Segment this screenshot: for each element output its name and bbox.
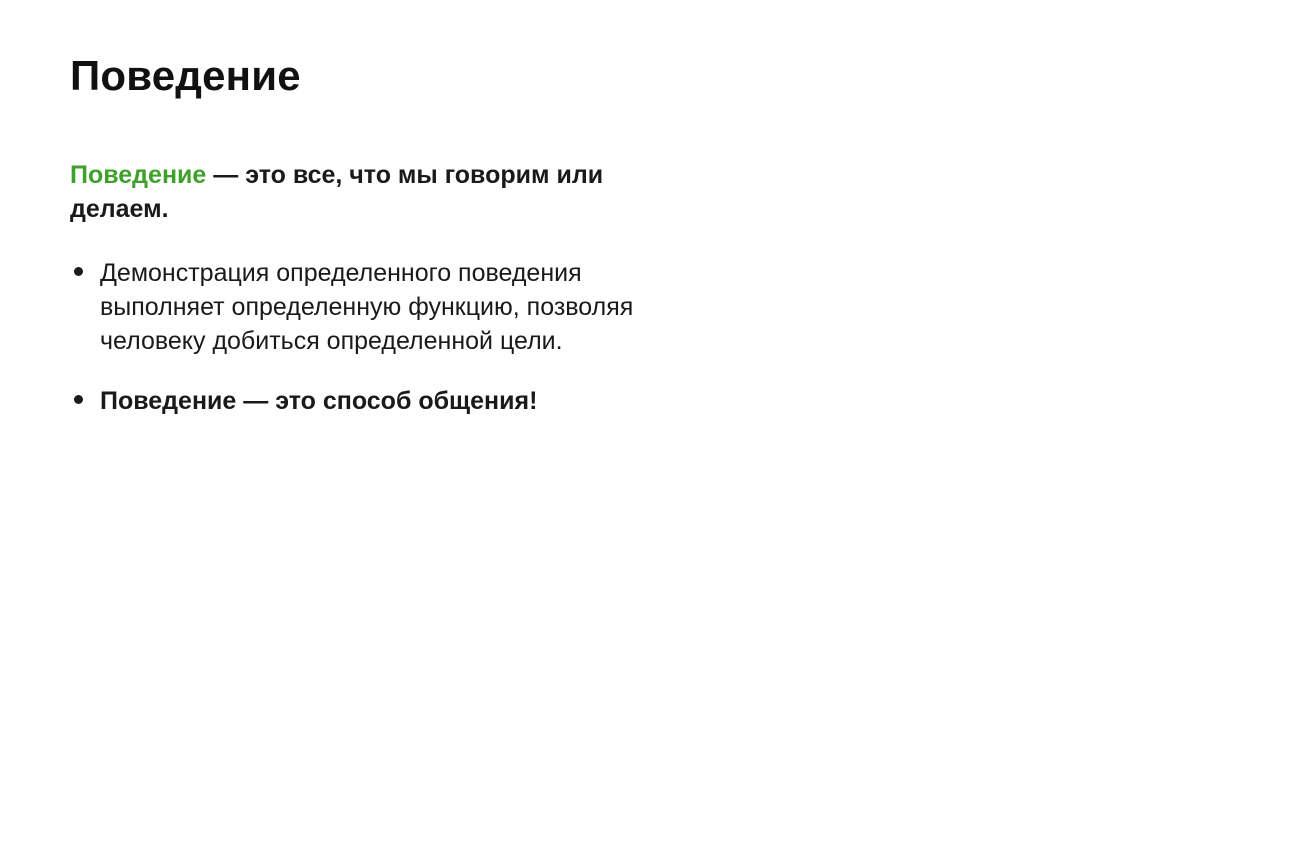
intro-paragraph [70,158,650,226]
bullet-dot-icon [74,267,83,276]
intro-definition-text: — это все, что мы говорим или делаем. [70,161,604,224]
list-item [70,384,650,418]
intro-highlight-term: Поведение [70,161,207,190]
bullet-dot-icon [74,395,83,404]
bullet-text: Поведение — это способ общения! [100,387,538,416]
bullet-text: Демонстрация определенного поведения выполняет определенную функцию, позволяя человеку добиться определенной цели. [100,259,634,356]
bullet-list [70,256,650,418]
page-title: Поведение [70,52,301,99]
list-item [70,256,650,358]
slide-content [70,52,650,418]
